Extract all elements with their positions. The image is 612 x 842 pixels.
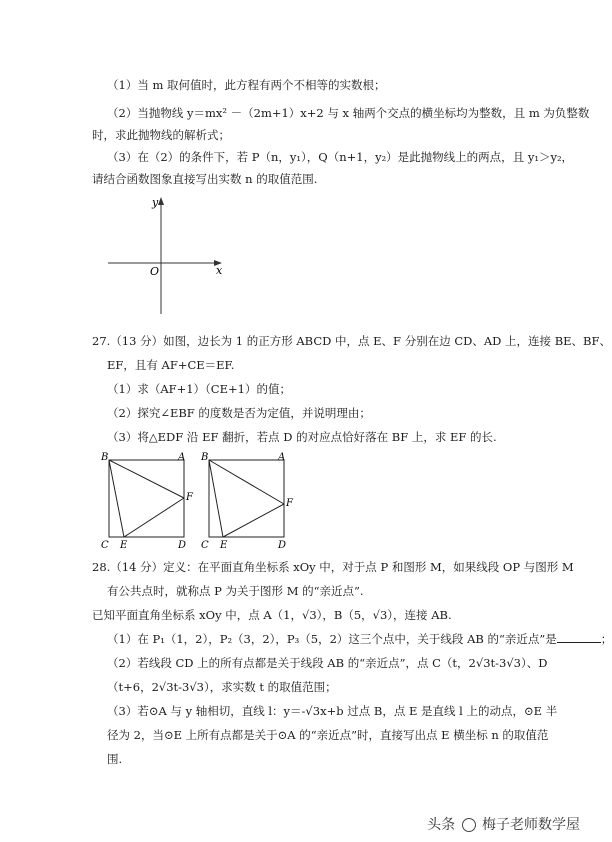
q26-part1: （1）当 m 取何值时，此方程有两个不相等的实数根；	[107, 78, 386, 92]
label-E: E	[220, 540, 228, 551]
x-axis-label: x	[216, 264, 223, 277]
watermark	[427, 814, 580, 834]
label-D: D	[278, 540, 287, 551]
label-C: C	[201, 540, 209, 551]
q27-part2: （2）探究∠EBF 的度数是否为定值，并说明理由；	[107, 406, 371, 420]
label-A: A	[278, 452, 286, 463]
label-F: F	[186, 492, 193, 503]
q26-part3-line1: （3）在（2）的条件下，若 P（n，y₁），Q（n+1，y₂）是此抛物线上的两点，且 y₁＞y₂，	[107, 150, 574, 164]
q28-part2-line1: （2）若线段 CD 上的所有点都是关于线段 AB 的“亲近点”，点 C（t，2√3t-3√3）、D	[107, 656, 548, 670]
square-figure-right	[198, 448, 298, 552]
watermark-author: 梅子老师数学屋	[482, 817, 580, 833]
q27-stem-line2: EF，且有 AF+CE＝EF.	[107, 358, 235, 372]
q27-stem-line1: 27.（13 分）如图，边长为 1 的正方形 ABCD 中，点 E、F 分别在边 CD、AD 上，连接 BE、BF、	[92, 334, 611, 348]
q26-part2-line1: （2）当抛物线 y＝mx² －（2m+1）x+2 与 x 轴两个交点的横坐标均为整数，且 m 为负整数	[107, 106, 590, 120]
q28-stem-line1: 28.（14 分）定义：在平面直角坐标系 xOy 中，对于点 P 和图形 M，如果线段 OP 与图形 M	[92, 560, 574, 574]
q28-stem-line2: 有公共点时，就称点 P 为关于图形 M 的“亲近点”.	[107, 584, 364, 598]
coordinate-axes-figure	[100, 192, 230, 320]
label-E: E	[120, 540, 128, 551]
q27-part1: （1）求（AF+1）（CE+1）的值；	[107, 382, 291, 396]
q27-part3: （3）将△EDF 沿 EF 翻折，若点 D 的对应点恰好落在 BF 上，求 EF 的长.	[107, 430, 497, 444]
watermark-prefix: 头条	[427, 817, 456, 833]
q28-part3-line2: 径为 2，当⊙E 上所有点都是关于⊙A 的“亲近点”时，直接写出点 E 横坐标 n 的取值范	[107, 728, 549, 742]
q26-part2-line2: 时，求此抛物线的解析式；	[92, 128, 230, 142]
q28-stem-line3: 已知平面直角坐标系 xOy 中，点 A（1，√3），B（5，√3），连接 AB.	[92, 608, 452, 622]
origin-label: O	[150, 265, 160, 278]
q28-part1-end: ；	[600, 632, 612, 646]
label-F: F	[286, 498, 293, 509]
answer-blank	[557, 632, 601, 643]
q28-part3-line3: 围.	[107, 752, 123, 766]
square-figure-left	[98, 448, 198, 552]
label-C: C	[101, 540, 109, 551]
label-A: A	[178, 452, 186, 463]
label-B: B	[101, 452, 109, 463]
y-axis-label: y	[152, 196, 159, 209]
q28-part2-line2: （t+6，2√3t-3√3），求实数 t 的取值范围；	[107, 680, 337, 694]
label-D: D	[178, 540, 187, 551]
q28-part3-line1: （3）若⊙A 与 y 轴相切，直线 l：y＝-√3x+b 过点 B，点 E 是直线 l 上的动点，⊙E 半	[107, 704, 558, 718]
q26-part3-line2: 请结合函数图象直接写出实数 n 的取值范围.	[92, 172, 318, 186]
label-B: B	[201, 452, 209, 463]
at-circle-icon	[462, 818, 476, 832]
q28-part1-text: （1）在 P₁（1，2），P₂（3，2），P₃（5，2）这三个点中，关于线段 AB 的“亲近点”是	[107, 632, 557, 646]
q28-part1	[107, 632, 612, 646]
